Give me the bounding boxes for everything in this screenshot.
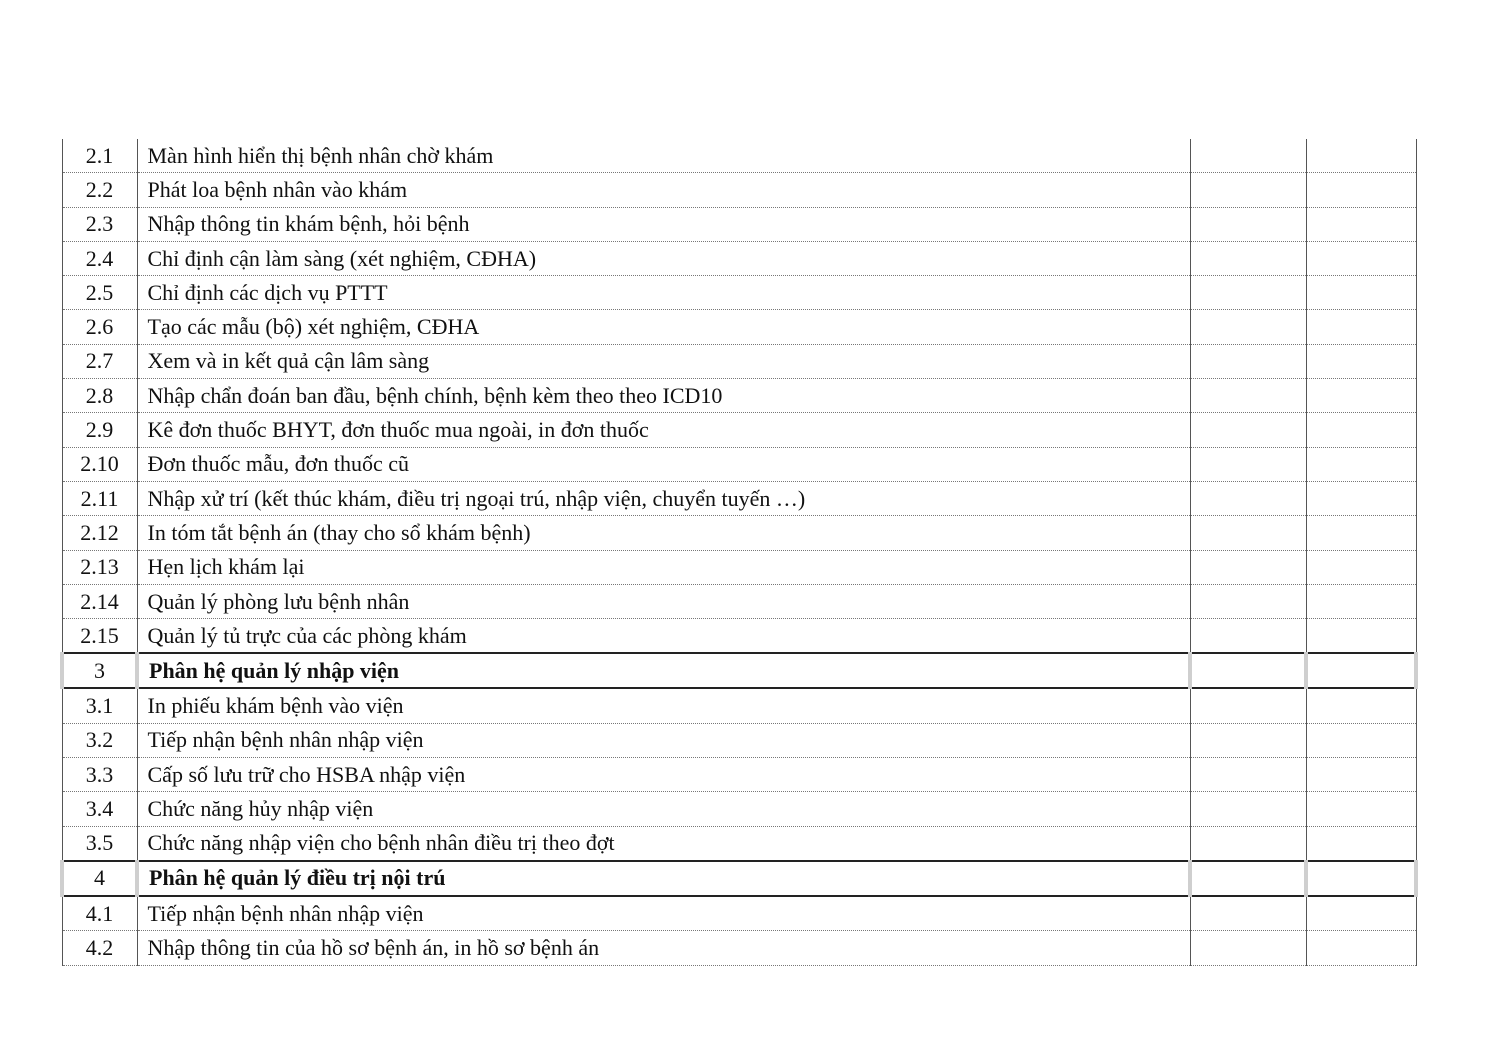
empty-cell bbox=[1190, 207, 1306, 241]
empty-cell bbox=[1306, 139, 1416, 173]
empty-cell bbox=[1190, 276, 1306, 310]
section-number: 4 bbox=[62, 861, 137, 896]
row-number: 2.2 bbox=[62, 173, 137, 207]
table-row bbox=[62, 550, 1416, 584]
empty-cell bbox=[1190, 723, 1306, 757]
row-number: 2.14 bbox=[62, 584, 137, 618]
empty-cell bbox=[1190, 826, 1306, 861]
empty-cell bbox=[1190, 379, 1306, 413]
empty-cell bbox=[1190, 413, 1306, 447]
row-description: Chức năng nhập viện cho bệnh nhân điều trị theo đợt bbox=[137, 826, 1190, 861]
row-number: 4.2 bbox=[62, 931, 137, 965]
empty-cell bbox=[1306, 310, 1416, 344]
empty-cell bbox=[1190, 139, 1306, 173]
empty-cell bbox=[1306, 758, 1416, 792]
row-description: Quản lý phòng lưu bệnh nhân bbox=[137, 584, 1190, 618]
table-row bbox=[62, 688, 1416, 723]
empty-cell bbox=[1306, 379, 1416, 413]
table-row bbox=[62, 344, 1416, 378]
table-row bbox=[62, 792, 1416, 826]
empty-cell bbox=[1306, 413, 1416, 447]
empty-cell bbox=[1190, 310, 1306, 344]
row-number: 2.3 bbox=[62, 207, 137, 241]
row-number: 3.5 bbox=[62, 826, 137, 861]
row-number: 2.1 bbox=[62, 139, 137, 173]
empty-cell bbox=[1190, 173, 1306, 207]
row-description: Cấp số lưu trữ cho HSBA nhập viện bbox=[137, 758, 1190, 792]
empty-cell bbox=[1190, 653, 1306, 688]
empty-cell bbox=[1190, 896, 1306, 931]
table-row bbox=[62, 584, 1416, 618]
empty-cell bbox=[1190, 550, 1306, 584]
row-number: 3.1 bbox=[62, 688, 137, 723]
empty-cell bbox=[1306, 173, 1416, 207]
row-number: 2.12 bbox=[62, 516, 137, 550]
table-row bbox=[62, 139, 1416, 173]
row-description: Chỉ định cận làm sàng (xét nghiệm, CĐHA) bbox=[137, 241, 1190, 275]
section-title: Phân hệ quản lý nhập viện bbox=[137, 653, 1190, 688]
empty-cell bbox=[1190, 516, 1306, 550]
table-row bbox=[62, 310, 1416, 344]
empty-cell bbox=[1306, 653, 1416, 688]
row-number: 3.4 bbox=[62, 792, 137, 826]
row-description: Tiếp nhận bệnh nhân nhập viện bbox=[137, 723, 1190, 757]
row-description: Nhập chẩn đoán ban đầu, bệnh chính, bệnh kèm theo theo ICD10 bbox=[137, 379, 1190, 413]
empty-cell bbox=[1306, 931, 1416, 965]
empty-cell bbox=[1190, 481, 1306, 515]
table-row bbox=[62, 447, 1416, 481]
row-number: 3.2 bbox=[62, 723, 137, 757]
empty-cell bbox=[1306, 619, 1416, 654]
empty-cell bbox=[1306, 584, 1416, 618]
table-row bbox=[62, 758, 1416, 792]
table-row bbox=[62, 723, 1416, 757]
table-row bbox=[62, 931, 1416, 965]
empty-cell bbox=[1190, 344, 1306, 378]
section-number: 3 bbox=[62, 653, 137, 688]
table-row bbox=[62, 276, 1416, 310]
row-description: In tóm tắt bệnh án (thay cho sổ khám bệnh) bbox=[137, 516, 1190, 550]
empty-cell bbox=[1306, 276, 1416, 310]
empty-cell bbox=[1306, 344, 1416, 378]
empty-cell bbox=[1190, 241, 1306, 275]
section-header-row bbox=[62, 653, 1416, 688]
row-number: 4.1 bbox=[62, 896, 137, 931]
row-description: In phiếu khám bệnh vào viện bbox=[137, 688, 1190, 723]
table-row bbox=[62, 207, 1416, 241]
table-row bbox=[62, 826, 1416, 861]
row-number: 3.3 bbox=[62, 758, 137, 792]
row-description: Kê đơn thuốc BHYT, đơn thuốc mua ngoài, in đơn thuốc bbox=[137, 413, 1190, 447]
row-description: Tạo các mẫu (bộ) xét nghiệm, CĐHA bbox=[137, 310, 1190, 344]
table-body bbox=[62, 139, 1416, 965]
empty-cell bbox=[1306, 792, 1416, 826]
row-number: 2.9 bbox=[62, 413, 137, 447]
empty-cell bbox=[1306, 550, 1416, 584]
table-row bbox=[62, 413, 1416, 447]
row-description: Xem và in kết quả cận lâm sàng bbox=[137, 344, 1190, 378]
section-title: Phân hệ quản lý điều trị nội trú bbox=[137, 861, 1190, 896]
table-row bbox=[62, 241, 1416, 275]
empty-cell bbox=[1190, 931, 1306, 965]
row-description: Chỉ định các dịch vụ PTTT bbox=[137, 276, 1190, 310]
row-description: Nhập xử trí (kết thúc khám, điều trị ngoại trú, nhập viện, chuyển tuyến …) bbox=[137, 481, 1190, 515]
empty-cell bbox=[1306, 826, 1416, 861]
section-header-row bbox=[62, 861, 1416, 896]
requirements-table bbox=[60, 139, 1418, 966]
row-number: 2.7 bbox=[62, 344, 137, 378]
empty-cell bbox=[1306, 481, 1416, 515]
row-description: Màn hình hiển thị bệnh nhân chờ khám bbox=[137, 139, 1190, 173]
empty-cell bbox=[1190, 861, 1306, 896]
empty-cell bbox=[1306, 241, 1416, 275]
row-number: 2.8 bbox=[62, 379, 137, 413]
row-description: Nhập thông tin khám bệnh, hỏi bệnh bbox=[137, 207, 1190, 241]
table-row bbox=[62, 896, 1416, 931]
row-description: Quản lý tủ trực của các phòng khám bbox=[137, 619, 1190, 654]
table-row bbox=[62, 173, 1416, 207]
table-row bbox=[62, 481, 1416, 515]
empty-cell bbox=[1306, 516, 1416, 550]
empty-cell bbox=[1306, 688, 1416, 723]
empty-cell bbox=[1190, 792, 1306, 826]
empty-cell bbox=[1190, 688, 1306, 723]
empty-cell bbox=[1306, 447, 1416, 481]
table-row bbox=[62, 516, 1416, 550]
empty-cell bbox=[1190, 447, 1306, 481]
row-description: Chức năng hủy nhập viện bbox=[137, 792, 1190, 826]
row-description: Phát loa bệnh nhân vào khám bbox=[137, 173, 1190, 207]
table-row bbox=[62, 619, 1416, 654]
empty-cell bbox=[1190, 758, 1306, 792]
row-description: Tiếp nhận bệnh nhân nhập viện bbox=[137, 896, 1190, 931]
row-number: 2.13 bbox=[62, 550, 137, 584]
row-number: 2.15 bbox=[62, 619, 137, 654]
empty-cell bbox=[1306, 896, 1416, 931]
row-number: 2.11 bbox=[62, 481, 137, 515]
row-number: 2.5 bbox=[62, 276, 137, 310]
row-number: 2.6 bbox=[62, 310, 137, 344]
table-row bbox=[62, 379, 1416, 413]
empty-cell bbox=[1190, 619, 1306, 654]
row-description: Hẹn lịch khám lại bbox=[137, 550, 1190, 584]
row-description: Nhập thông tin của hồ sơ bệnh án, in hồ sơ bệnh án bbox=[137, 931, 1190, 965]
empty-cell bbox=[1306, 207, 1416, 241]
row-number: 2.4 bbox=[62, 241, 137, 275]
empty-cell bbox=[1306, 723, 1416, 757]
empty-cell bbox=[1190, 584, 1306, 618]
row-number: 2.10 bbox=[62, 447, 137, 481]
row-description: Đơn thuốc mẫu, đơn thuốc cũ bbox=[137, 447, 1190, 481]
empty-cell bbox=[1306, 861, 1416, 896]
